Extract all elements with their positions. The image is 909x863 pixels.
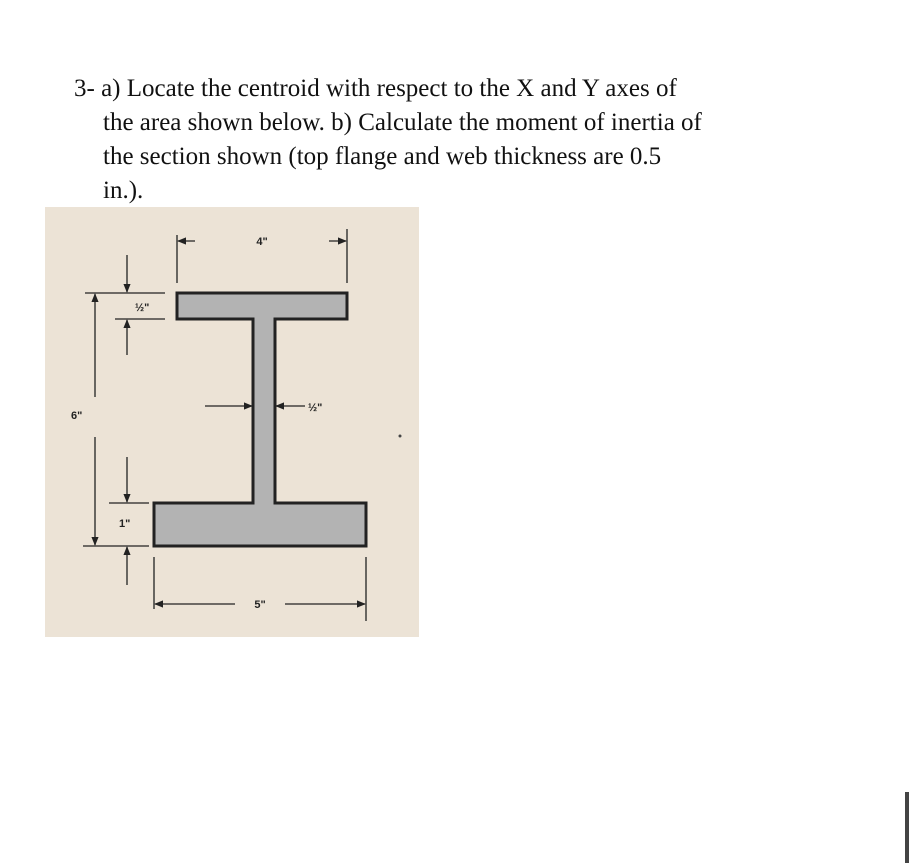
top-flange-dimension — [115, 255, 165, 355]
bottom-width-label: 5" — [254, 599, 266, 611]
problem-line-1: 3- a) Locate the centroid with respect to the X and Y axes of — [74, 75, 677, 102]
top-width-dimension — [177, 229, 347, 283]
problem-line-2: the area shown below. b) Calculate the moment of inertia of — [103, 109, 702, 136]
problem-statement — [74, 72, 834, 208]
i-beam-section — [154, 293, 366, 546]
i-beam-figure — [45, 207, 419, 637]
top-width-label: 4" — [256, 236, 268, 248]
problem-line-4: in.). — [103, 177, 144, 204]
height-label: 6" — [71, 410, 83, 422]
bottom-flange-dimension — [109, 457, 149, 585]
height-dimension — [71, 293, 165, 546]
scan-speck — [399, 435, 402, 438]
i-beam-drawing — [45, 207, 419, 637]
problem-line-3: the section shown (top flange and web thickness are 0.5 — [103, 143, 662, 170]
page-edge-mark — [905, 792, 909, 863]
top-flange-label: ½" — [135, 302, 150, 314]
bottom-flange-label: 1" — [119, 518, 131, 530]
web-label: ½" — [308, 402, 323, 414]
bottom-width-dimension — [154, 557, 366, 621]
